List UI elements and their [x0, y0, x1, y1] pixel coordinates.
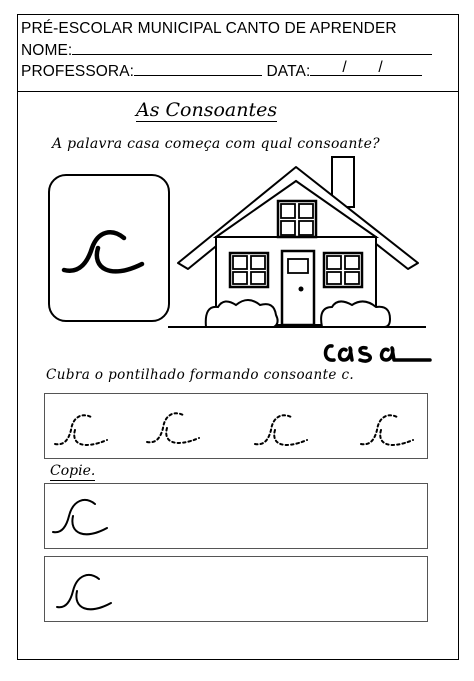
name-line — [21, 40, 432, 60]
instruction-copy: Copie. — [50, 463, 96, 479]
copy-box-1[interactable] — [44, 483, 428, 549]
teacher-field[interactable] — [134, 61, 262, 76]
teacher-date-line — [21, 61, 422, 81]
letter-card — [48, 174, 170, 322]
copy-box-2[interactable] — [44, 556, 428, 622]
question-text: A palavra casa começa com qual consoante? — [52, 136, 380, 152]
date-label: DATA: — [266, 63, 311, 80]
word-casa — [322, 336, 434, 368]
casa-word-drawing — [322, 336, 434, 368]
cursive-c-letter — [50, 176, 172, 324]
instruction-trace: Cubra o pontilhado formando consoante c. — [46, 367, 355, 383]
name-field[interactable] — [72, 40, 432, 55]
school-name: PRÉ-ESCOLAR MUNICIPAL CANTO DE APRENDER — [21, 20, 397, 37]
copy-model-c-1 — [45, 484, 429, 550]
date-field[interactable]: / / — [310, 61, 422, 76]
page-title: As Consoantes — [136, 99, 278, 121]
worksheet-header — [17, 14, 459, 92]
teacher-label: PROFESSORA: — [21, 63, 135, 80]
copy-model-c-2 — [45, 557, 429, 623]
name-label: NOME: — [21, 42, 73, 59]
house-drawing — [168, 155, 428, 335]
trace-box[interactable] — [44, 393, 428, 459]
dotted-c-letters — [45, 394, 429, 460]
